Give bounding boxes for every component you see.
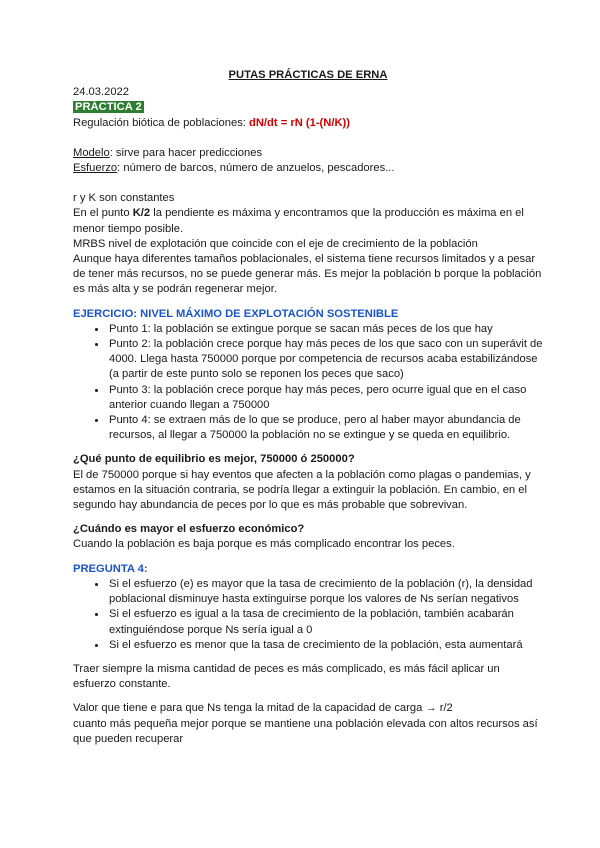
aunque-paragraph: Aunque haya diferentes tamaños poblacionales, el sistema tiene recursos limitados y a pesar de tener más recursos, no se puede generar más. Es mejor la población b porque la población es más alta y se podrán regenerar mejor. [73, 253, 542, 296]
list-item: • Si el esfuerzo es igual a la tasa de crecimiento de la población, también acabarán extinguiéndose porque Ns sería igual a 0 [107, 607, 543, 637]
answer-1: El de 750000 porque si hay eventos que afecten a la población como plagas o pandemias, y estamos en la situación contraria, se podría llegar a extinguir la población. En cambio, en el segundo hay abundancia de peces por lo que es más probable que sobrevivan. [73, 468, 531, 512]
punto-post: la pendiente es máxima y encontramos que la producción es máxima en el menor tiempo posible. [73, 207, 524, 235]
list-item: • Punto 1: la población se extingue porque se sacan más peces de los que hay [107, 322, 543, 337]
modelo-text: : sirve para hacer predicciones [109, 146, 263, 159]
date: 24.03.2022 [73, 86, 129, 99]
regulacion-text: Regulación biótica de poblaciones: [73, 116, 250, 129]
practica-label: PRÁCTICA 2 [75, 101, 142, 114]
cuanto-paragraph: cuanto más pequeña mejor porque se mantiene una población elevada con altos recursos así que pueden recuperar [73, 717, 538, 745]
question-1: ¿Qué punto de equilibrio es mejor, 750000 ó 250000? [73, 453, 355, 466]
esfuerzo-label: Esfuerzo [73, 162, 118, 175]
question-2: ¿Cuándo es mayor el esfuerzo económico? [73, 523, 305, 536]
punto-paragraph [73, 206, 543, 236]
punto-k: K/2 [132, 207, 151, 220]
punto-pre: En el punto [73, 207, 133, 220]
traer-paragraph: Traer siempre la misma cantidad de peces es más complicado, es más fácil aplicar un esfuerzo constante. [73, 662, 500, 691]
modelo-label: Modelo [73, 146, 110, 159]
ejercicio-list [73, 322, 543, 444]
modelo-line [73, 146, 543, 161]
document-page [73, 68, 543, 747]
constantes-line: r y K son constantes [73, 192, 175, 205]
list-item: • Si el esfuerzo (e) es mayor que la tasa de crecimiento de la población (r), la densidad poblacional disminuye hasta extinguirse porque los valores de Ns serían negativos [107, 577, 543, 607]
mrbs-paragraph: MRBS nivel de explotación que coincide con el eje de crecimiento de la población [73, 237, 478, 250]
list-item: • Punto 2: la población crece porque hay más peces de los que saco con un superávit de 4000. Llega hasta 750000 porque por competencia de recursos acaba estabilizándose (a partir de este punto solo se reponen los peces que saco) [107, 337, 543, 383]
pregunta-heading: PREGUNTA 4: [73, 562, 148, 575]
ejercicio-heading: EJERCICIO: NIVEL MÁXIMO DE EXPLOTACIÓN SOSTENIBLE [73, 307, 399, 320]
list-item: • Punto 3: la población crece porque hay más peces, pero ocurre igual que en el caso anterior cuando llegan a 750000 [107, 383, 543, 413]
list-item: • Punto 4: se extraen más de lo que se produce, pero al haber mayor abundancia de recursos, al llegar a 750000 la población no se extingue y se queda en equilibrio. [107, 413, 543, 443]
esfuerzo-text: : número de barcos, número de anzuelos, pescadores... [117, 162, 395, 175]
regulacion-line [73, 116, 543, 131]
regulacion-formula: dN/dt = rN (1-(N/K)) [249, 116, 351, 129]
answer-2: Cuando la población es baja porque es más complicado encontrar los peces. [73, 538, 455, 551]
practica-line [73, 100, 543, 115]
valor-line: Valor que tiene e para que Ns tenga la mitad de la capacidad de carga → r/2 [73, 702, 453, 715]
esfuerzo-line [73, 161, 543, 176]
page-title: PUTAS PRÁCTICAS DE ERNA [228, 69, 388, 81]
list-item: • Si el esfuerzo es menor que la tasa de crecimiento de la población, esta aumentará [107, 638, 543, 653]
pregunta-list [73, 577, 543, 653]
